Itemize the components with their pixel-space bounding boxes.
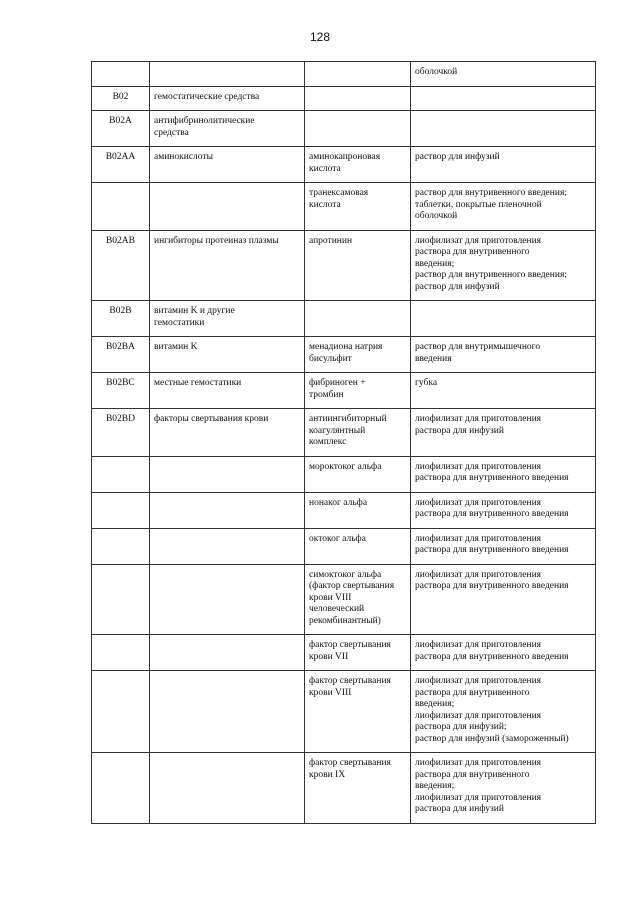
atc-code-cell: B02AB (92, 230, 150, 301)
table-row (92, 230, 596, 301)
table-row (92, 528, 596, 564)
drug-name-cell: менадиона натрия бисульфит (305, 337, 411, 373)
drug-name-cell: октоког альфа (305, 528, 411, 564)
group-name-cell (150, 753, 305, 824)
atc-code-cell: B02BC (92, 373, 150, 409)
atc-code-cell (92, 671, 150, 753)
table-row (92, 111, 596, 147)
page-number: 128 (309, 30, 331, 44)
drug-name-cell: фактор свертывания крови IX (305, 753, 411, 824)
dosage-form-cell: лиофилизат для приготовления раствора для инфузий (411, 409, 596, 457)
group-name-cell (150, 456, 305, 492)
dosage-form-cell: раствор для инфузий (411, 147, 596, 183)
group-name-cell: ингибиторы протеиназ плазмы (150, 230, 305, 301)
table-row (92, 635, 596, 671)
table-row (92, 301, 596, 337)
atc-code-cell: B02BD (92, 409, 150, 457)
atc-code-cell (92, 456, 150, 492)
group-name-cell (150, 62, 305, 87)
atc-code-cell (92, 753, 150, 824)
atc-code-cell (92, 62, 150, 87)
drug-name-cell: апротинин (305, 230, 411, 301)
drug-name-cell (305, 62, 411, 87)
table-row (92, 753, 596, 824)
dosage-form-cell: лиофилизат для приготовления раствора для внутривенного введения; раствор для внутривенного введения; раствор для инфузий (411, 230, 596, 301)
drug-name-cell (305, 111, 411, 147)
drug-name-cell: симоктоког альфа (фактор свертывания крови VIII человеческий рекомбинантный) (305, 564, 411, 635)
dosage-form-cell: лиофилизат для приготовления раствора для внутривенного введения; лиофилизат для приготовления раствора для инфузий (411, 753, 596, 824)
atc-code-cell: B02B (92, 301, 150, 337)
dosage-form-cell: оболочкой (411, 62, 596, 87)
group-name-cell: антифибринолитические средства (150, 111, 305, 147)
atc-code-cell: B02AA (92, 147, 150, 183)
atc-code-cell: B02 (92, 86, 150, 111)
atc-code-cell: B02BA (92, 337, 150, 373)
dosage-form-cell: лиофилизат для приготовления раствора для внутривенного введения (411, 492, 596, 528)
drug-name-cell: антиингибиторный коагулянтный комплекс (305, 409, 411, 457)
drug-name-cell: фактор свертывания крови VII (305, 635, 411, 671)
group-name-cell (150, 183, 305, 231)
group-name-cell: витамин K (150, 337, 305, 373)
table-row (92, 183, 596, 231)
dosage-form-cell: раствор для внутримышечного введения (411, 337, 596, 373)
table-row (92, 337, 596, 373)
group-name-cell (150, 564, 305, 635)
dosage-form-cell (411, 301, 596, 337)
dosage-form-cell: лиофилизат для приготовления раствора для внутривенного введения; лиофилизат для приготовления раствора для инфузий; раствор для инфузий (замороженный) (411, 671, 596, 753)
dosage-form-cell: губка (411, 373, 596, 409)
dosage-form-cell: лиофилизат для приготовления раствора для внутривенного введения (411, 456, 596, 492)
drug-table-body (92, 62, 596, 824)
group-name-cell (150, 528, 305, 564)
drug-name-cell: фибриноген + тромбин (305, 373, 411, 409)
atc-code-cell (92, 492, 150, 528)
table-row (92, 564, 596, 635)
dosage-form-cell: лиофилизат для приготовления раствора для внутривенного введения (411, 635, 596, 671)
atc-code-cell (92, 183, 150, 231)
atc-code-cell (92, 635, 150, 671)
drug-name-cell (305, 86, 411, 111)
dosage-form-cell: лиофилизат для приготовления раствора для внутривенного введения (411, 528, 596, 564)
table-row (92, 492, 596, 528)
atc-code-cell (92, 564, 150, 635)
group-name-cell: местные гемостатики (150, 373, 305, 409)
dosage-form-cell (411, 111, 596, 147)
group-name-cell (150, 492, 305, 528)
table-row (92, 147, 596, 183)
table-row (92, 86, 596, 111)
drug-name-cell: мороктоког альфа (305, 456, 411, 492)
drug-table (91, 61, 596, 824)
group-name-cell: гемостатические средства (150, 86, 305, 111)
dosage-form-cell: раствор для внутривенного введения; таблетки, покрытые пленочной оболочкой (411, 183, 596, 231)
table-row (92, 373, 596, 409)
drug-name-cell: транексамовая кислота (305, 183, 411, 231)
group-name-cell (150, 635, 305, 671)
group-name-cell: аминокислоты (150, 147, 305, 183)
drug-name-cell: нонаког альфа (305, 492, 411, 528)
group-name-cell: факторы свертывания крови (150, 409, 305, 457)
group-name-cell (150, 671, 305, 753)
dosage-form-cell: лиофилизат для приготовления раствора для внутривенного введения (411, 564, 596, 635)
atc-code-cell (92, 528, 150, 564)
drug-name-cell: фактор свертывания крови VIII (305, 671, 411, 753)
table-row (92, 671, 596, 753)
group-name-cell: витамин K и другие гемостатики (150, 301, 305, 337)
dosage-form-cell (411, 86, 596, 111)
table-row (92, 62, 596, 87)
drug-name-cell: аминокапроновая кислота (305, 147, 411, 183)
drug-name-cell (305, 301, 411, 337)
table-row (92, 409, 596, 457)
atc-code-cell: B02A (92, 111, 150, 147)
table-row (92, 456, 596, 492)
